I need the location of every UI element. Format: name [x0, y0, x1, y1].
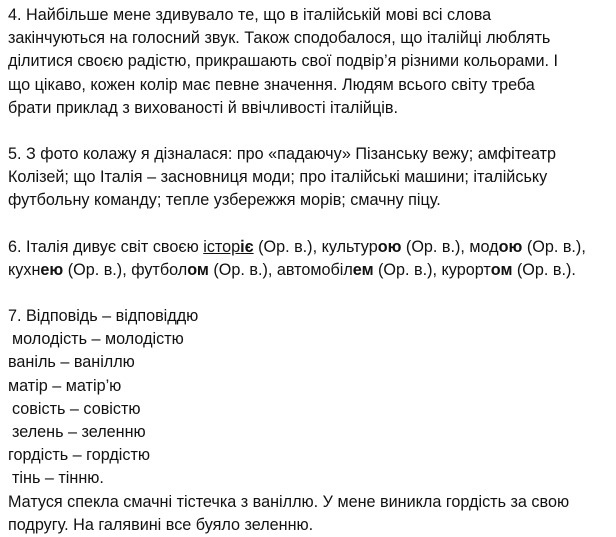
answer-4-line: брати приклад з вихованості й ввічливості італійців. [8, 98, 398, 117]
answer-6-line [8, 236, 612, 259]
word-stem: мод [469, 237, 499, 256]
answer-5-line: футбольну команду; тепле узбережжя морів; смачну піцу. [8, 191, 441, 210]
case-note: (Ор. в.), [373, 260, 442, 279]
word-history [203, 238, 253, 256]
case-note: (Ор. в.), [253, 237, 322, 256]
answer-6-intro: 6. Італія дивує світ своєю [8, 237, 204, 256]
answer-7-line: 7. Відповідь – відповіддю [8, 307, 199, 326]
case-note: (Ор. в.), [522, 237, 586, 256]
answer-6 [8, 236, 612, 282]
word-pair: ваніль – ваніллю [8, 353, 135, 372]
word-ending: ою [498, 237, 523, 256]
word-ending: ом [490, 260, 513, 279]
word-stem: істор [203, 237, 241, 256]
answer-7 [8, 305, 612, 537]
word-ending: ем [352, 260, 374, 279]
word-stem: автомобіл [276, 260, 353, 279]
answer-6-line [8, 259, 612, 282]
word-pair: матір – матір’ю [8, 376, 122, 395]
answer-5 [8, 143, 612, 213]
word-stem: курорт [441, 260, 491, 279]
word-pair: гордість – гордістю [8, 446, 151, 465]
answer-4-line: що цікаво, кожен колір має певне значення. Людям всього світу треба [8, 75, 535, 94]
answer-4-line: ділитися своєю радістю, прикрашають свої подвір’я різними кольорами. І [8, 52, 559, 71]
answer-4-line: 4. Найбільше мене здивувало те, що в італійській мові всі слова [8, 6, 492, 24]
answer-4-line: закінчуються на голосний звук. Також сподобалося, що італійці люблять [8, 29, 551, 48]
word-ending: ом [187, 260, 209, 279]
word-pair: тінь – тінню. [12, 469, 104, 488]
answer-4 [8, 4, 612, 120]
word-ending: іє [240, 237, 254, 256]
answer-5-line: 5. З фото колажу я дізналася: про «падаючу» Пізанську вежу; амфітеатр [8, 145, 557, 164]
paragraph-gap [8, 282, 612, 305]
answer-5-line: Колізей; що Італія – засновниця моди; про італійські машини; італійську [8, 168, 548, 187]
case-note: (Ор. в.), [208, 260, 277, 279]
word-pair: молодість – молодістю [12, 330, 184, 349]
word-stem: кухн [8, 260, 41, 279]
case-note: (Ор. в.), [401, 237, 470, 256]
word-stem: культур [321, 237, 378, 256]
example-sentences: Матуся спекла смачні тістечка з ваніллю. У мене виникла гордість за свою [8, 492, 570, 511]
paragraph-gap [8, 120, 612, 143]
word-ending: ею [40, 260, 64, 279]
paragraph-gap [8, 213, 612, 236]
example-sentences: подругу. На галявині все буяло зеленню. [8, 515, 314, 534]
word-ending: ою [377, 237, 402, 256]
worksheet-answers [8, 4, 612, 537]
word-pair: совість – совістю [12, 399, 141, 418]
word-stem: футбол [131, 260, 188, 279]
word-pair: зелень – зеленню [12, 423, 146, 442]
case-note: (Ор. в.), [63, 260, 132, 279]
case-note: (Ор. в.). [512, 260, 576, 279]
